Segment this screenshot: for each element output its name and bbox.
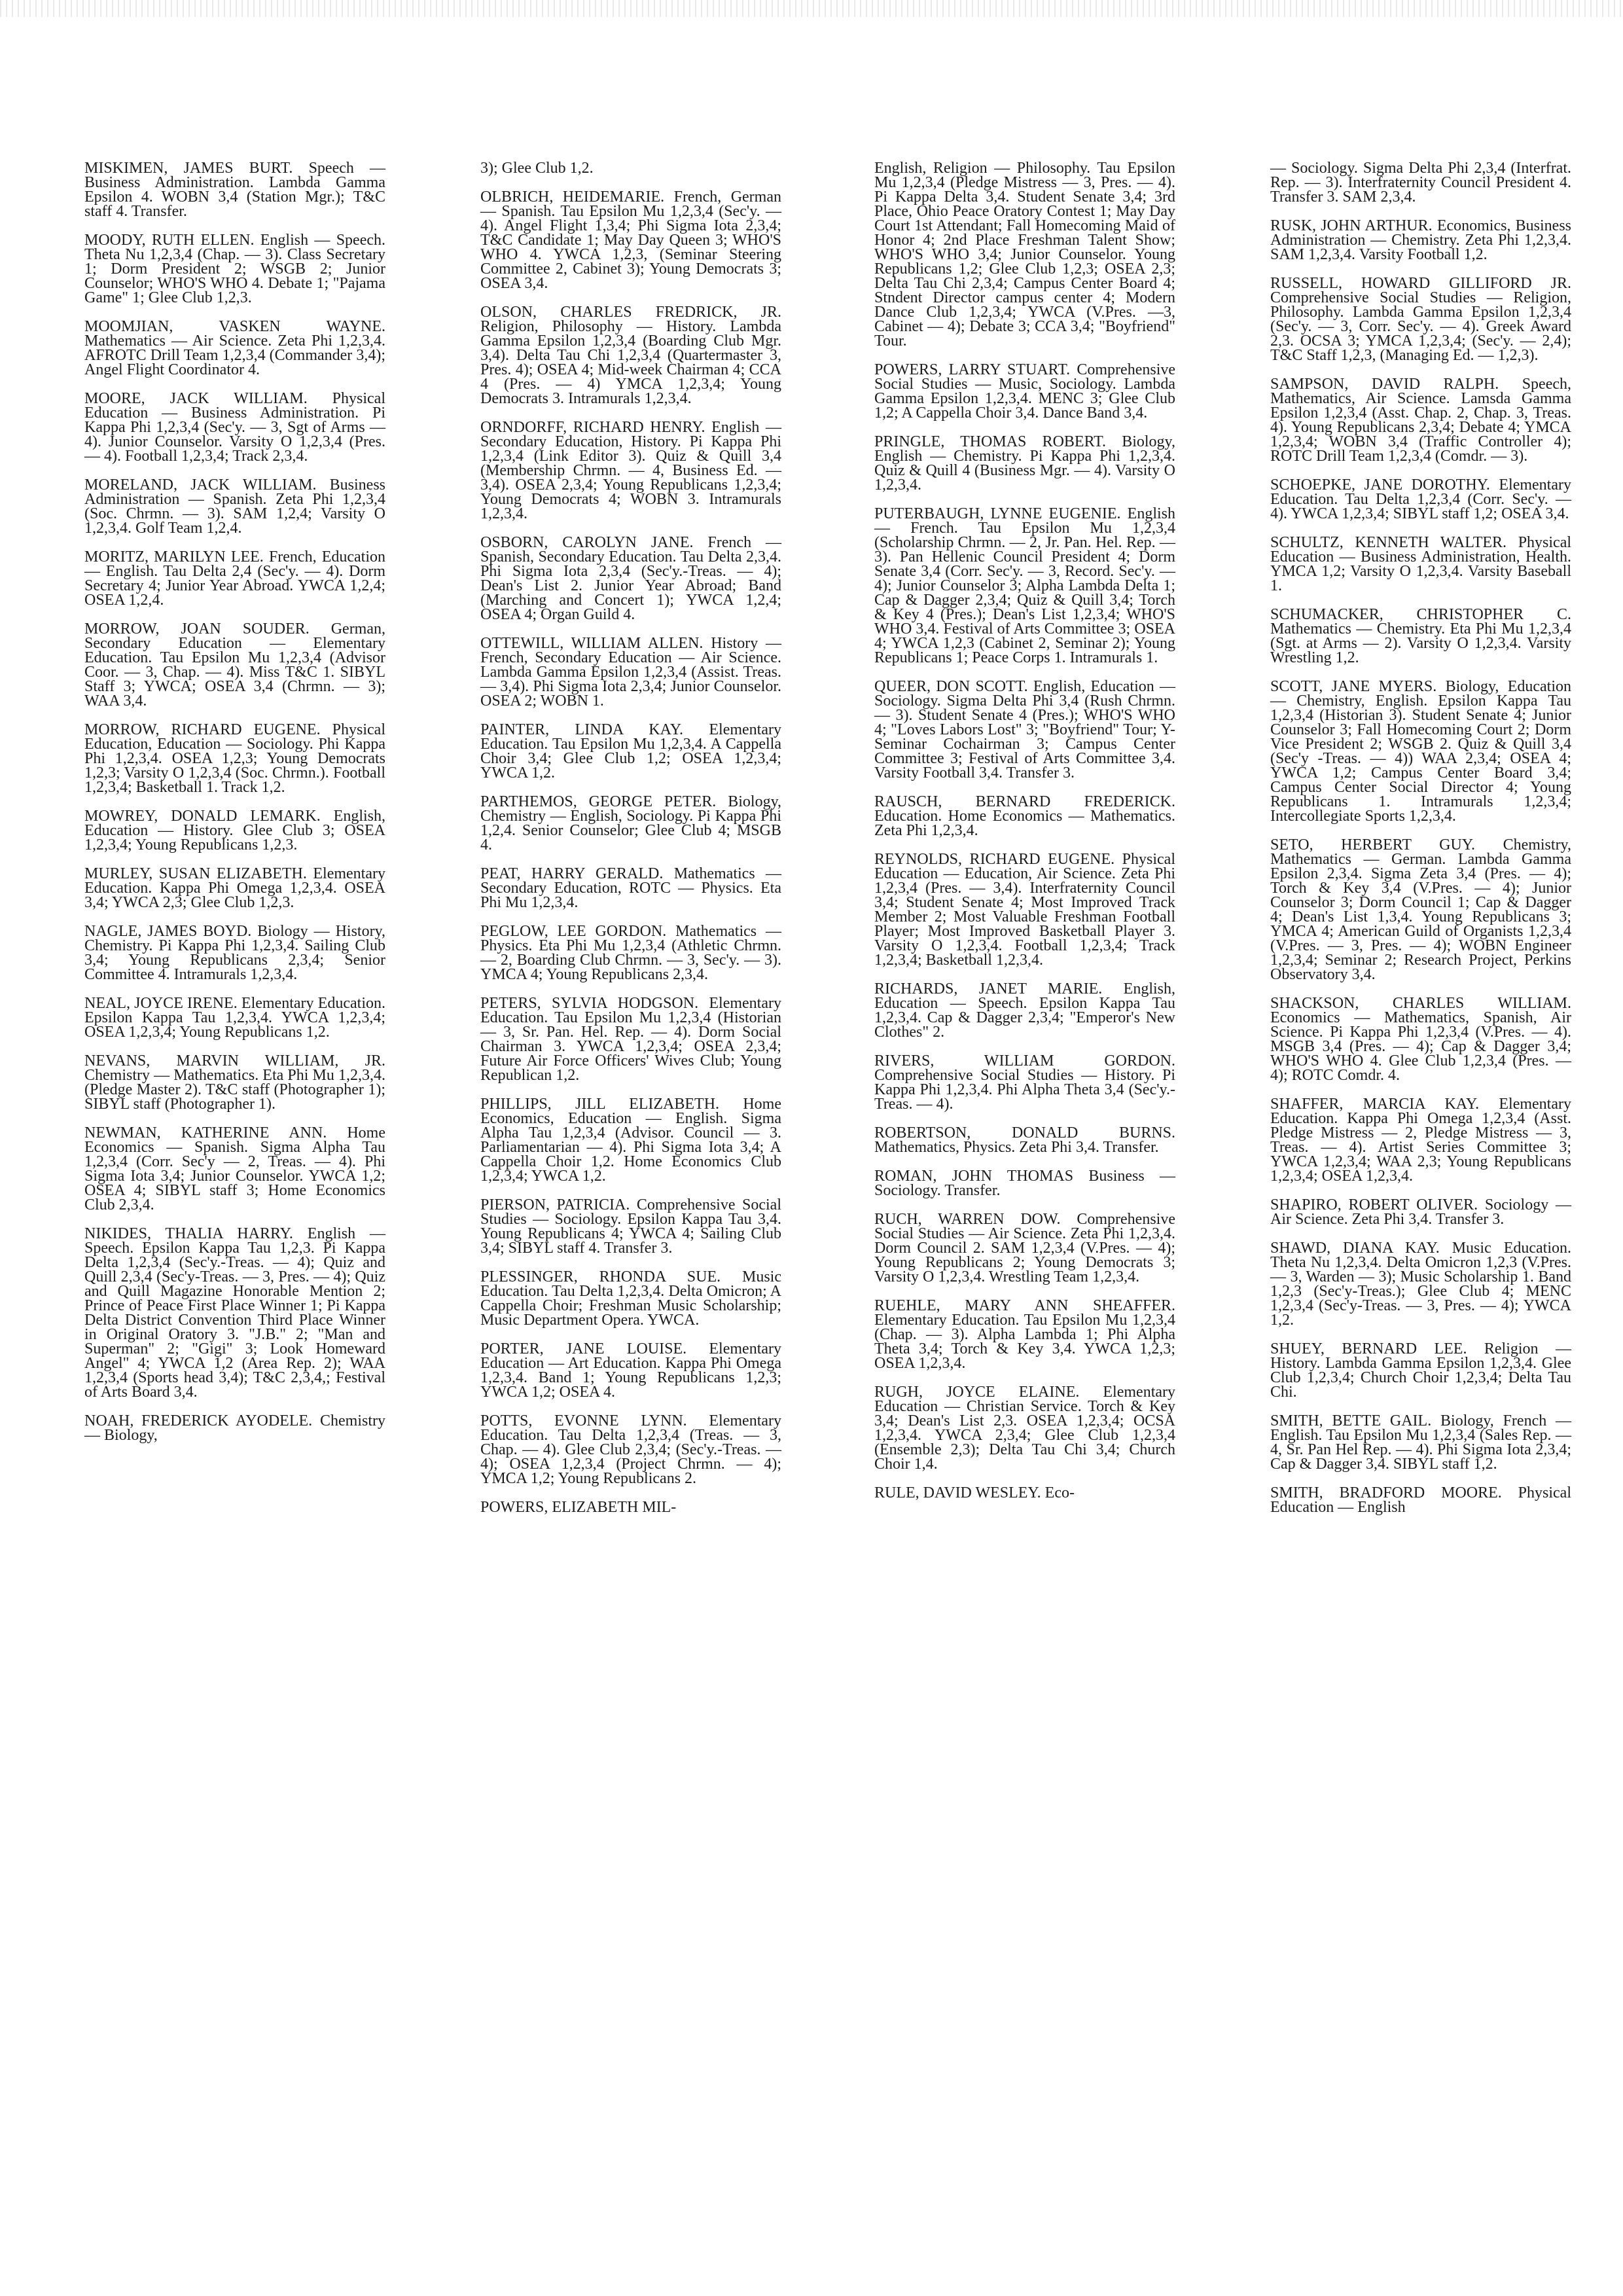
senior-name: MURLEY, SUSAN ELIZABETH. (84, 865, 307, 882)
senior-activities: English, Education — Sociology. Sigma Delta Phi 3,4 (Rush Chrmn. — 3). Student Senate 4 (Pres.); WHO'S WHO 4; "Loves Labors Lost" 3; "Boyfriend" Tour; Y-Seminar Cochairman 3; Campus Center Committee 3; Festival of Arts Committee 3,4. Varsity Football 3,4. Transfer 3. (874, 678, 1175, 781)
senior-entry (480, 867, 781, 910)
senior-entry (480, 1097, 781, 1183)
senior-name: MORROW, RICHARD EUGENE. (84, 721, 321, 738)
senior-entry (874, 435, 1175, 492)
senior-entry (84, 996, 385, 1039)
senior-entry (84, 391, 385, 463)
senior-name: PLESSINGER, RHONDA SUE. (480, 1268, 721, 1285)
senior-entry (84, 622, 385, 708)
senior-activities: Economics — Mathematics, Spanish, Air Science. Pi Kappa Phi 1,2,3,4 (V.Pres. — 4). MSGB 3,4 (Pres. — 4); Cap & Dagger 3,4; WHO'S WHO 4. Glee Club 1,2,3,4 (Pres. — 4); ROTC Comdr. 4. (1270, 1009, 1571, 1084)
senior-name: ROMAN, JOHN THOMAS (874, 1168, 1074, 1185)
senior-entry (84, 723, 385, 795)
senior-activities: English, Education — History. Glee Club 3; OSEA 1,2,3,4; Young Republicans 1,2,3. (84, 808, 385, 853)
senior-entry (874, 679, 1175, 780)
senior-entry (84, 161, 385, 219)
senior-entry (874, 507, 1175, 665)
senior-name: NIKIDES, THALIA HARRY. (84, 1225, 293, 1242)
senior-entry (1270, 1097, 1571, 1183)
senior-entry (480, 420, 781, 521)
senior-activities: English, Religion — Philosophy. Tau Epsilon Mu 1,2,3,4 (Pledge Mistress — 3, Pres. — 4). Pi Kappa Delta 3,4. Student Senate 3,4; 3rd Place, Ohio Peace Oratory Contest 1; May Day Court 1st Attendant; Fall Homecoming Maid of Honor 4; 2nd Place Freshman Talent Show; WHO'S WHO 3,4; Junior Counselor. Young Republicans 1,2; Glee Club 1,2,3; OSEA 2,3; Delta Tau Chi 2,3,4; Campus Center Board 4; Stndent Director campus center 4; Modern Dance Club 1,2,3,4; YWCA (V.Pres. —3, Cabinet — 4); Debate 3; CCA 3,4; "Boyfriend" Tour. (874, 160, 1175, 350)
senior-entry (1270, 377, 1571, 463)
senior-name: SHUEY, BERNARD LEE. (1270, 1340, 1467, 1357)
senior-activities: Comprehensive Social Studies — Religion, Philosophy. Lambda Gamma Epsilon 1,2,3,4 (Sec'y. — 3, Corr. Sec'y. — 4). Greek Award 2,3. OCSA 3; YMCA 1,2,3,4; (Sec'y. — 2,4); T&C Staff 1,2,3, (Managing Ed. — 1,2,3). (1270, 289, 1571, 364)
senior-entry (874, 363, 1175, 420)
senior-name: PHILLIPS, JILL ELIZABETH. (480, 1096, 720, 1113)
senior-activities: Speech, Mathematics, Air Science. Lamsda Gamma Epsilon 1,2,3,4 (Asst. Chap. 2, Chap. 3, Treas. 4). Young Republicans 2,3,4; Debate 4; YMCA 1,2,3,4; WOBN 3,4 (Traffic Controller 4); ROTC Drill Team 1,2,3,4 (Comdr. — 3). (1270, 376, 1571, 465)
senior-name: POWERS, ELIZABETH MIL- (480, 1499, 677, 1516)
senior-name: ORNDORFF, RICHARD HENRY. (480, 419, 705, 436)
senior-name: OSBORN, CAROLYN JANE. (480, 534, 694, 551)
senior-entry (480, 1198, 781, 1255)
senior-entry (480, 535, 781, 622)
senior-name: SCHULTZ, KENNETH WALTER. (1270, 534, 1507, 551)
senior-entry (874, 1486, 1175, 1500)
senior-activities: Mathematics — Air Science. Zeta Phi 1,2,3,4. AFROTC Drill Team 1,2,3,4 (Commander 3,4); Angel Flight Coordinator 4. (84, 332, 385, 378)
senior-name: RUGH, JOYCE ELAINE. (874, 1384, 1080, 1401)
senior-activities: Music Education. Theta Nu 1,2,3,4. Delta Omicron 1,2,3 (V.Pres. — 3, Warden — 3); Music Scholarship 1. Band 1,2,3 (Sec'y-Treas.); Glee Club 4; MENC 1,2,3,4 (Sec'y-Treas. — 3, Pres. — 4); YWCA 1,2. (1270, 1240, 1571, 1329)
senior-entry (1270, 1486, 1571, 1515)
senior-activities: Religion, Philosophy — History. Lambda Gamma Epsilon 1,2,3,4 (Boarding Club Mgr. 3,4). Delta Tau Chi 1,2,3,4 (Quartermaster 3, Pres. 4); OSEA 4; Mid-week Chairman 4; CCA 4 (Pres. — 4) YMCA 1,2,3,4; Young Democrats 3. Intramurals 1,2,3,4. (480, 318, 781, 407)
senior-activities: Elementary Education — Art Education. Kappa Phi Omega 1,2,3,4. Band 1; Young Republicans 1,2,3; YWCA 1,2; OSEA 4. (480, 1340, 782, 1401)
senior-entry (1270, 607, 1571, 665)
senior-entry (480, 1270, 781, 1327)
senior-name: SHAWD, DIANA KAY. (1270, 1240, 1440, 1257)
senior-name: RUSSELL, HOWARD GILLIFORD JR. (1270, 275, 1571, 292)
senior-activities: Elementary Education. Kappa Phi Omega 1,2,3,4. OSEA 3,4; YWCA 2,3; Glee Club 1,2,3. (84, 865, 385, 911)
senior-name: REYNOLDS, RICHARD EUGENE. (874, 851, 1115, 868)
senior-name: OLSON, CHARLES FREDRICK, JR. (480, 304, 781, 321)
senior-activities: Elementary Education. Tau Delta 1,2,3,4 (Corr. Sec'y. — 4). YWCA 1,2,3,4; SIBYL staff 1,2; OSEA 3,4. (1270, 476, 1571, 522)
senior-activities: Elementary Education — Christian Service. Torch & Key 3,4; Dean's List 2,3. OSEA 1,2,3,4; OCSA 1,2,3,4. YWCA 2,3,4; Glee Club 1,2,3,4 (Ensemble 2,3); Delta Tau Chi 3,4; Church Choir 1,4. (874, 1384, 1176, 1473)
senior-name: ROBERTSON, DONALD BURNS. (874, 1124, 1175, 1141)
senior-name: OLBRICH, HEIDEMARIE. (480, 188, 665, 206)
senior-activities: Physical Education — Business Administration. Pi Kappa Phi 1,2,3,4 (Sec'y. — 3, Sgt of Arms — 4). Junior Counselor. Varsity O 1,2,3,4 (Pres. — 4). Football 1,2,3,4; Track 2,3,4. (84, 390, 385, 465)
senior-entry (480, 996, 781, 1083)
senior-name: SHAFFER, MARCIA KAY. (1270, 1096, 1480, 1113)
senior-entry (874, 982, 1175, 1039)
senior-name: SCOTT, JANE MYERS. (1270, 678, 1437, 695)
senior-name: NEWMAN, KATHERINE ANN. (84, 1124, 327, 1141)
senior-activities: Mathematics — Physics. Eta Phi Mu 1,2,3,4 (Athletic Chrmn. — 2, Boarding Club Chrmn. — 3, Sec'y. — 3). YMCA 4; Young Republicans 2,3,4. (480, 923, 781, 983)
senior-name: MORELAND, JACK WILLIAM. (84, 476, 317, 493)
senior-activities: Economics, Business Administration — Chemistry. Zeta Phi 1,2,3,4. SAM 1,2,3,4. Varsity Football 1,2. (1270, 217, 1571, 263)
senior-entry (480, 795, 781, 852)
senior-name: PEAT, HARRY GERALD. (480, 865, 664, 882)
senior-entry (84, 1414, 385, 1443)
senior-name: MOODY, RUTH ELLEN. (84, 232, 255, 249)
senior-activities: Elementary Education. Tau Epsilon Mu 1,2,3,4 (Historian — 3, Sr. Pan. Hel. Rep. — 4). Dorm Social Chairman 3. YWCA 1,2,3,4; OSEA 2,3,4; Future Air Force Officers' Wives Club; Young Republican 1,2. (480, 995, 781, 1084)
senior-activities: Biology, Chemistry — English, Sociology. Pi Kappa Phi 1,2,4. Senior Counselor; Glee Club 4; MSGB 4. (480, 793, 782, 853)
senior-activities: Physical Education — Business Administration, Health. YMCA 1,2; Varsity O 1,2,3,4. Varsity Baseball 1. (1270, 534, 1572, 594)
senior-activities: Comprehensive Social Studies — Air Science. Zeta Phi 1,2,3,4. Dorm Council 2. SAM 1,2,3,4 (V.Pres. — 4); Young Republicans 2; Young Democrats 3; Varsity O 1,2,3,4. Wrestling Team 1,2,3,4. (874, 1211, 1175, 1285)
senior-activities: Mathematics — Chemistry. Eta Phi Mu 1,2,3,4 (Sgt. at Arms — 2). Varsity O 1,2,3,4. Varsity Wrestling 1,2. (1270, 620, 1571, 666)
senior-name: SMITH, BETTE GAIL. (1270, 1412, 1432, 1429)
senior-entry (480, 1414, 781, 1486)
senior-name: RICHARDS, JANET MARIE. (874, 980, 1103, 997)
page-top-edge (0, 0, 1623, 17)
senior-activities: Biology, English — Chemistry. Pi Kappa Phi 1,2,3,4. Quiz & Quill 4 (Business Mgr. — 4). Varsity O 1,2,3,4. (874, 433, 1175, 493)
senior-activities: Comprehensive Social Studies — History. Pi Kappa Phi 1,2,3,4. Phi Alpha Theta 3,4 (Sec'y.-Treas. — 4). (874, 1067, 1175, 1113)
senior-name: MOORE, JACK WILLIAM. (84, 390, 308, 407)
senior-activities: Speech — Business Administration. Lambda Gamma Epsilon 4. WOBN 3,4 (Station Mgr.); T&C staff 4. Transfer. (84, 160, 386, 220)
column-4 (1270, 161, 1571, 1529)
senior-name: RAUSCH, BERNARD FREDERICK. (874, 793, 1175, 810)
senior-entry (480, 1342, 781, 1399)
senior-activities: Biology, French — English. Tau Epsilon Mu 1,2,3,4 (Sales Rep. — 4, Sr. Pan Hel Rep. — 4). Phi Sigma Iota 2,3,4; Cap & Dagger 3,4. SIBYL staff 1,2. (1270, 1412, 1572, 1473)
senior-entry (84, 924, 385, 982)
column-2 (480, 161, 781, 1529)
senior-activities: Chemistry — Mathematics. Eta Phi Mu 1,2,3,4. (Pledge Master 2). T&C staff (Photographer 1); SIBYL staff (Photographer 1). (84, 1067, 385, 1113)
senior-activities: 3); Glee Club 1,2. (480, 160, 594, 177)
senior-entry-continued (480, 161, 781, 175)
senior-entry (1270, 478, 1571, 521)
senior-activities: Physical Education, Education — Sociology. Phi Kappa Phi 1,2,3,4. OSEA 1,2,3; Young Democrats 1,2,3; Varsity O 1,2,3,4 (Soc. Chrmn.). Football 1,2,3,4; Basketball 1. Track 1,2. (84, 721, 385, 796)
senior-activities: — Sociology. Sigma Delta Phi 2,3,4 (Interfrat. Rep. — 3). Interfraternity Council President 4. Transfer 3. SAM 2,3,4. (1270, 160, 1571, 206)
senior-activities: Elementary Education. Tau Epsilon Mu 1,2,3,4 (Chap. — 3). Alpha Lambda 1; Phi Alpha Theta 3,4; Torch & Key 3,4. YWCA 1,2,3; OSEA 1,2,3,4. (874, 1312, 1175, 1372)
senior-name: POWERS, LARRY STUART. (874, 361, 1071, 378)
senior-name: RIVERS, WILLIAM GORDON. (874, 1052, 1175, 1069)
senior-activities: Comprehensive Social Studies — Sociology. Epsilon Kappa Tau 3,4. Young Republicans 4; YWCA 4; Sailing Club 3,4; SIBYL staff 4. Transfer 3. (480, 1196, 781, 1257)
senior-name: PIERSON, PATRICIA. (480, 1196, 630, 1213)
senior-name: SHAPIRO, ROBERT OLIVER. (1270, 1196, 1478, 1213)
senior-name: RUEHLE, MARY ANN SHEAFFER. (874, 1297, 1175, 1314)
senior-entry (1270, 535, 1571, 593)
senior-name: RULE, DAVID WESLEY. (874, 1484, 1041, 1501)
senior-activities: Religion — History. Lambda Gamma Epsilon 1,2,3,4. Glee Club 1,2,3,4; Church Choir 1,2,3,4; Delta Tau Chi. (1270, 1340, 1571, 1401)
senior-entry (874, 1385, 1175, 1471)
senior-entry (480, 636, 781, 708)
senior-entry (874, 1126, 1175, 1155)
senior-entry-continued (1270, 161, 1571, 204)
senior-entry (480, 190, 781, 291)
senior-name: RUCH, WARREN DOW. (874, 1211, 1061, 1228)
senior-name: PRINGLE, THOMAS ROBERT. (874, 433, 1107, 450)
senior-name: PETERS, SYLVIA HODGSON. (480, 995, 699, 1012)
senior-activities: French, Education — English. Tau Delta 2,4 (Sec'y. — 4). Dorm Secretary 4; Junior Year Abroad. YWCA 1,2,4; OSEA 1,2,4. (84, 548, 385, 609)
senior-activities: Mathematics, Physics. Zeta Phi 3,4. Transfer. (874, 1139, 1159, 1156)
senior-name: MOWREY, DONALD LEMARK. (84, 808, 321, 825)
senior-entry (480, 305, 781, 406)
senior-activities: Elementary Education. Tau Epsilon Mu 1,2,3,4. A Cappella Choir 3,4; Glee Club 1,2; OSEA 1,2,3,4; YWCA 1,2. (480, 721, 781, 781)
senior-entry (1270, 1241, 1571, 1327)
senior-entry (1270, 1342, 1571, 1399)
senior-entry (84, 867, 385, 910)
senior-name: QUEER, DON SCOTT. (874, 678, 1028, 695)
senior-activities: English — Speech. Theta Nu 1,2,3,4 (Chap. — 3). Class Secretary 1; Dorm President 2; WSGB 2; Junior Counselor; WHO'S WHO 4. Debate 1; "Pajama Game" 1; Glee Club 1,2,3. (84, 232, 385, 306)
senior-name: RUSK, JOHN ARTHUR. (1270, 217, 1433, 234)
senior-entry (874, 852, 1175, 967)
senior-entry (84, 319, 385, 377)
senior-activities: Sociology — Air Science. Zeta Phi 3,4. Transfer 3. (1270, 1196, 1571, 1228)
senior-name: PAINTER, LINDA KAY. (480, 721, 683, 738)
senior-entry (1270, 219, 1571, 262)
senior-activities: Chemistry, Mathematics — German. Lambda Gamma Epsilon 2,3,4. Sigma Zeta 3,4 (Pres. — 4); Torch & Key 3,4 (V.Pres. — 4); Junior Counselor 3; Dorm Council 1; Cap & Dagger 4; Dean's List 1,3,4. Young Republicans 3; YMCA 4; American Guild of Organists 1,2,3,4 (V.Pres. — 3, Pres. — 4); WOBN Engineer 1,2,3,4; Seminar 2; Research Project, Perkins Observatory 3,4. (1270, 836, 1571, 983)
senior-name: PORTER, JANE LOUISE. (480, 1340, 687, 1357)
senior-name: SHACKSON, CHARLES WILLIAM. (1270, 995, 1571, 1012)
senior-name: OTTEWILL, WILLIAM ALLEN. (480, 635, 704, 652)
senior-name: SETO, HERBERT GUY. (1270, 836, 1476, 853)
senior-entry (1270, 679, 1571, 823)
senior-entry (874, 1054, 1175, 1111)
senior-activities: Home Economics — Spanish. Sigma Alpha Tau 1,2,3,4 (Corr. Sec'y — 2, Treas. — 4). Phi Sigma Iota 3,4; Junior Counselor. YWCA 1,2; OSEA 4; SIBYL staff 3; Home Economics Club 2,3,4. (84, 1124, 385, 1213)
senior-entry (874, 1299, 1175, 1371)
senior-name: MOOMJIAN, VASKEN WAYNE. (84, 318, 385, 335)
senior-entry (84, 233, 385, 305)
senior-entry (84, 809, 385, 852)
senior-entry (1270, 276, 1571, 363)
senior-activities: Elementary Education. Epsilon Kappa Tau 1,2,3,4. YWCA 1,2,3,4; OSEA 1,2,3,4; Young Republicans 1,2. (84, 995, 386, 1041)
senior-name: SCHOEPKE, JANE DOROTHY. (1270, 476, 1490, 493)
senior-entry (480, 723, 781, 780)
senior-activities: Business Administration — Spanish. Zeta Phi 1,2,3,4 (Soc. Chrmn. — 3). SAM 1,2,4; Varsity O 1,2,3,4. Golf Team 1,2,4. (84, 476, 386, 537)
senior-entry (84, 478, 385, 535)
senior-name: NOAH, FREDERICK AYODELE. (84, 1412, 313, 1429)
senior-activities: English, Education — Speech. Epsilon Kappa Tau 1,2,3,4. Cap & Dagger 2,3,4; "Emperor's New Clothes" 2. (874, 980, 1175, 1041)
senior-name: SMITH, BRADFORD MOORE. (1270, 1484, 1502, 1501)
senior-activities: French, German — Spanish. Tau Epsilon Mu 1,2,3,4 (Sec'y. — 4). Angel Flight 1,3,4; Phi Sigma Iota 2,3,4; T&C Candidate 1; May Day Queen 3; WHO'S WHO 4. YWCA 1,2,3, (Seminar Steering Committee 2, Cabinet 3); Young Democrats 3; OSEA 3,4. (480, 188, 781, 292)
senior-name: NAGLE, JAMES BOYD. (84, 923, 252, 940)
senior-entry (1270, 1198, 1571, 1227)
senior-entry (480, 924, 781, 982)
senior-name: PARTHEMOS, GEORGE PETER. (480, 793, 717, 810)
senior-activities: Biology — History, Chemistry. Pi Kappa Phi 1,2,3,4. Sailing Club 3,4; Young Republicans 2,3,4; Senior Committee 4. Intramurals 1,2,3,4. (84, 923, 386, 983)
senior-activities: Biology, Education — Chemistry, English. Epsilon Kappa Tau 1,2,3,4 (Historian 3). Student Senate 4; Junior Counselor 3; Fall Homecoming Court 2; Dorm Vice President 2; WSGB 2. Quiz & Quill 3,4 (Sec'y -Treas. — 4)) WAA 2,3,4; OSEA 4; YWCA 1,2; Campus Center Board 3,4; Campus Center Social Director 4; Young Republicans 1. Intramurals 1,2,3,4; Intercollegiate Sports 1,2,3,4. (1270, 678, 1572, 825)
senior-activities: French — Spanish, Secondary Education. Tau Delta 2,3,4. Phi Sigma Iota 2,3,4 (Sec'y.-Treas. — 4); Dean's List 2. Junior Year Abroad; Band (Marching and Concert 1); YWCA 1,2,4; OSEA 4; Organ Guild 4. (480, 534, 781, 623)
senior-activities: Physical Education — English (1270, 1484, 1571, 1516)
senior-activities: English — Secondary Education, History. Pi Kappa Phi 1,2,3,4 (Link Editor 3). Quiz & Quill 3,4 (Membership Chrmn. — 4, Business Ed. — 3,4). OSEA 2,3,4; Young Republicans 1,2,3,4; Young Democrats 4; WOBN 3. Intramurals 1,2,3,4. (480, 419, 781, 522)
senior-entry (84, 550, 385, 607)
senior-entry-continued (874, 161, 1175, 348)
senior-entry (1270, 996, 1571, 1083)
senior-name: PEGLOW, LEE GORDON. (480, 923, 667, 940)
senior-activities: Chemistry — Biology, (84, 1412, 385, 1444)
senior-name: SCHUMACKER, CHRISTOPHER C. (1270, 606, 1571, 623)
senior-name: SAMPSON, DAVID RALPH. (1270, 376, 1499, 393)
senior-activities: History — French, Secondary Education — Air Science. Lambda Gamma Epsilon 1,2,3,4 (Assist. Treas. — 3,4). Phi Sigma Iota 2,3,4; Junior Counselor. OSEA 2; WOBN 1. (480, 635, 782, 709)
senior-name: MORROW, JOAN SOUDER. (84, 620, 310, 637)
senior-activities: Physical Education — Education, Air Science. Zeta Phi 1,2,3,4 (Pres. — 3,4). Interfraternity Council 3,4; Student Senate 4; Most Improved Track Member 2; Most Valuable Freshman Football Player; Most Improved Basketball Player 3. Varsity O 1,2,3,4. Football 1,2,3,4; Track 1,2,3,4; Basketball 1,2,3,4. (874, 851, 1175, 969)
senior-activities: Education. Home Economics — Mathematics. Zeta Phi 1,2,3,4. (874, 808, 1175, 839)
senior-entry (874, 1212, 1175, 1284)
senior-entry (874, 795, 1175, 838)
senior-activities: Comprehensive Social Studies — Music, Sociology. Lambda Gamma Epsilon 1,2,3,4. MENC 3; Glee Club 1,2; A Cappella Choir 3,4. Dance Band 3,4. (874, 361, 1176, 422)
senior-activities: Eco- (1044, 1484, 1075, 1501)
senior-activities: English — Speech. Epsilon Kappa Tau 1,2,3. Pi Kappa Delta 1,2,3,4 (Sec'y.-Treas. — 4); Quiz and Quill 2,3,4 (Sec'y-Treas. — 3, Pres. — 4); Quiz and Quill Magazine Honorable Mention 2; Prince of Peace First Place Winner 1; Pi Kappa Delta District Convention Third Place Winner in Original Oratory 3. "J.B." 2; "Man and Superman" 2; "Gigi" 3; Look Homeward Angel" 4; YWCA 1,2 (Area Rep. 2); WAA 1,2,3,4 (Sports head 3,4); T&C 2,3,4,; Festival of Arts Board 3,4. (84, 1225, 385, 1401)
senior-entry (480, 1500, 781, 1515)
senior-name: NEAL, JOYCE IRENE. (84, 995, 238, 1012)
senior-activities: Business — Sociology. Transfer. (874, 1168, 1175, 1199)
senior-activities: German, Secondary Education — Elementary Education. Tau Epsilon Mu 1,2,3,4 (Advisor Coor. — 3, Chap. — 4). Miss T&C 1. SIBYL Staff 3; YWCA; OSEA 3,4 (Chrmn. — 3); WAA 3,4. (84, 620, 385, 709)
senior-activities: Home Economics, Education — English. Sigma Alpha Tau 1,2,3,4 (Advisor. Council — 3. Parliamentarian — 4). Phi Sigma Iota 3,4; A Cappella Choir 1,2. Home Economics Club 1,2,3,4; YWCA 1,2. (480, 1096, 781, 1185)
senior-name: PUTERBAUGH, LYNNE EUGENIE. (874, 505, 1121, 522)
senior-activities: English — French. Tau Epsilon Mu 1,2,3,4 (Scholarship Chrmn. — 2, Jr. Pan. Hel. Rep. — 3). Pan Hellenic Council President 4; Dorm Senate 3,4 (Corr. Sec'y. — 3, Record. Sec'y. — 4); Junior Counselor 3; Alpha Lambda Delta 1; Cap & Dagger 2,3,4; Quiz & Quill 3,4; Torch & Key 4 (Pres.); Dean's List 1,2,3,4; WHO'S WHO 3,4. Festival of Arts Committee 3; OSEA 4; YWCA 1,2,3 (Cabinet 2, Seminar 2); Young Republicans 1; Peace Corps 1. Intramurals 1. (874, 505, 1175, 666)
senior-activities: Elementary Education. Kappa Phi Omega 1,2,3,4 (Asst. Pledge Mistress — 2, Pledge Mistress — 3, Treas. — 4). Artist Series Committee 3; YWCA 1,2,3,4; WAA 2,3; Young Republicans 1,2,3,4; OSEA 1,2,3,4. (1270, 1096, 1571, 1185)
senior-entry (84, 1227, 385, 1399)
senior-name: NEVANS, MARVIN WILLIAM, JR. (84, 1052, 385, 1069)
senior-entry (84, 1054, 385, 1111)
senior-name: POTTS, EVONNE LYNN. (480, 1412, 687, 1429)
senior-activities: Music Education. Tau Delta 1,2,3,4. Delta Omicron; A Cappella Choir; Freshman Music Scholarship; Music Department Opera. YWCA. (480, 1268, 781, 1329)
senior-entry (1270, 1414, 1571, 1471)
senior-entry (874, 1169, 1175, 1198)
senior-entry (84, 1126, 385, 1212)
senior-activities: Mathematics — Secondary Education, ROTC — Physics. Eta Phi Mu 1,2,3,4. (480, 865, 781, 911)
senior-name: MORITZ, MARILYN LEE. (84, 548, 264, 565)
senior-name: MISKIMEN, JAMES BURT. (84, 160, 293, 177)
column-3 (874, 161, 1175, 1515)
senior-activities: Elementary Education. Tau Delta 1,2,3,4 (Treas. — 3, Chap. — 4). Glee Club 2,3,4; (Sec'y.-Treas. — 4); OSEA 1,2,3,4 (Project Chrmn. — 4); YMCA 1,2; Young Republicans 2. (480, 1412, 782, 1487)
senior-entry (1270, 838, 1571, 982)
column-1 (84, 161, 385, 1457)
